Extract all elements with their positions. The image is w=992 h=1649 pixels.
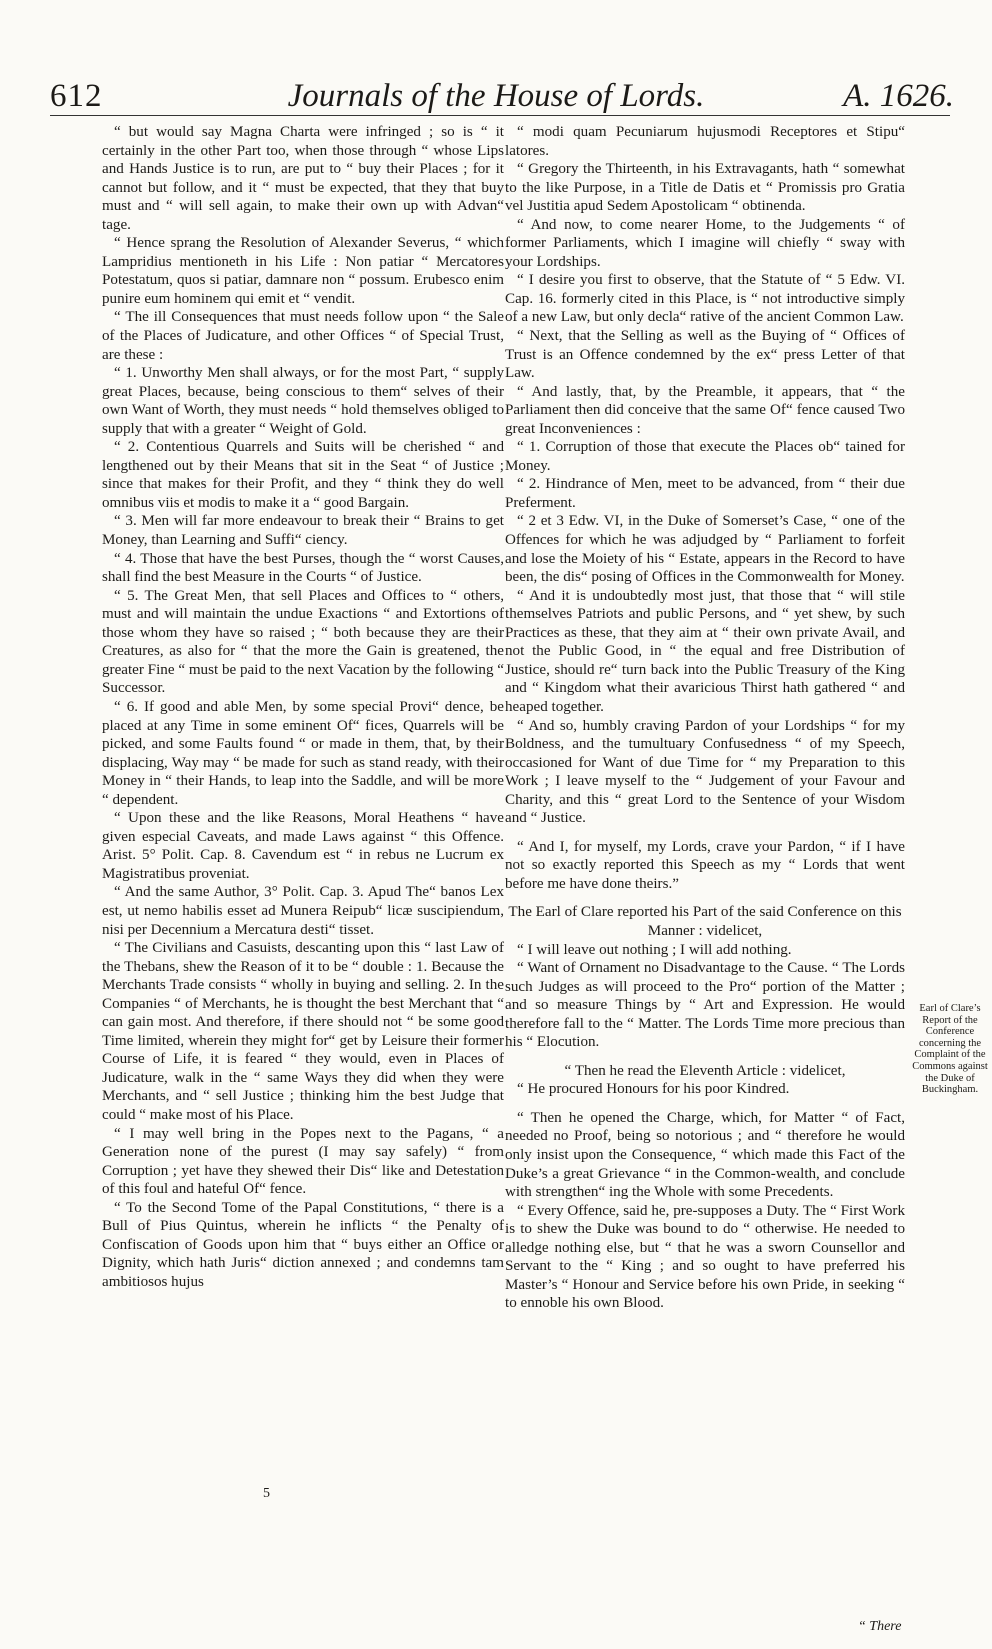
page-header <box>0 78 992 128</box>
right-paragraph: “ And lastly, that, by the Preamble, it appears, that “ the Parliament then did conceive that the same Of“ fence caused Two great Inconveniences : <box>505 383 905 437</box>
left-paragraph: “ The Civilians and Casuists, descanting upon this “ last Law of the Thebans, shew the Reason of it to be “ double : 1. Because the Merchants Trade consists “ wholly in buying and selling. 2. In the Companies “ of Merchants, he is thought the best Merchant that “ can gain most. And therefore, if there should not “ be some good Time limited, wherein they might for“ get by Leisure their former Course of Life, it is feared “ they would, even in Places of Judicature, walk in the “ same Ways they did when they were Merchants, and “ sell Justice ; thinking him the best Judge that could “ make most of his Place. <box>102 940 504 1123</box>
left-paragraph: “ I may well bring in the Popes next to the Pagans, “ a Generation none of the purest (I may say safely) “ from Corruption ; yet have they shewed their Dis“ like and Detestation of this foul and hateful Of“ fence. <box>102 1125 504 1198</box>
left-paragraph: “ 2. Contentious Quarrels and Suits will be cherished “ and lengthened out by their Means that sit in the Seat “ of Justice ; since that makes for their Profit, and they “ think they do well omnibus viis et modis to make it a “ good Bargain. <box>102 439 504 511</box>
eleventh-article-intro: “ Then he read the Eleventh Article : videlicet, <box>564 1062 846 1079</box>
left-paragraph: “ 3. Men will far more endeavour to break their “ Brains to get Money, than Learning and Suffi“ ciency. <box>102 513 504 549</box>
right-paragraph: “ 1. Corruption of those that execute the Places ob“ tained for Money. <box>505 439 905 474</box>
left-column <box>102 123 504 1291</box>
left-paragraph: “ Upon these and the like Reasons, Moral Heathens “ have given especial Caveats, and made Laws against “ this Offence. Arist. 5° Polit. Cap. 8. Cavendum est “ in rebus ne Lucrum ex Magistratibus proveniat. <box>102 810 504 882</box>
clare-heading: The Earl of Clare reported his Part of the said Conference on this Manner : videlicet, <box>508 904 902 939</box>
clare-paragraph: “ Want of Ornament no Disadvantage to the Cause. “ The Lords such Judges as will proceed to the Pro“ portion of the Matter ; and so measure Things by “ Art and Expression. He would therefore fall to the “ Matter. The Lords Time more precious than his “ Elocution. <box>505 960 905 1051</box>
eleventh-article-text: “ He procured Honours for his poor Kindred. <box>517 1081 790 1098</box>
right-paragraph: “ 2. Hindrance of Men, meet to be advanced, from “ their due Preferment. <box>505 476 905 511</box>
final-paragraph: “ Then he opened the Charge, which, for Matter “ of Fact, needed no Proof, being so notorious ; and “ therefore he would only insist upon the Consequence, “ which made this Fact of the Duke’s a great Grievance “ in the Common-wealth, and conclude with strengthen“ ing the Whole with some Precedents. <box>505 1109 905 1201</box>
final-paragraph: “ Every Offence, said he, pre-supposes a Duty. The “ First Work is to shew the Duke was bound to do “ otherwise. He needed to alledge nothing else, but “ that he was a sworn Counsellor and Servant to the “ King ; and so ought to have preferred his Master’s “ Honour and Service before his own Pride, in seeking “ to ennoble his own Blood. <box>505 1202 905 1312</box>
right-paragraph: “ Gregory the Thirteenth, in his Extravagants, hath “ somewhat to the like Purpose, in a Title de Datis et “ Promissis pro Gratia vel Justitia apud Sedem Apostolicam “ obtinenda. <box>505 161 905 215</box>
left-paragraph: “ but would say Magna Charta were infringed ; so is “ it certainly in the other Part too, when those through “ whose Lips and Hands Justice is to run, are put to “ buy their Places ; for it cannot but follow, and it “ must be expected, that they that buy must and “ will sell again, to make their own up with Advan“ tage. <box>102 124 504 233</box>
closing-quote: “ And I, for myself, my Lords, crave your Pardon, “ if I have not so exactly reported this Speech as my “ Lords that went before me have done theirs.” <box>505 838 905 892</box>
left-paragraph: “ Hence sprang the Resolution of Alexander Severus, “ which Lampridius mentioneth in his Life : Non patiar “ Mercatores Potestatum, quos si patiar, damnare non “ possum. Erubesco enim punire eum hominem qui emit et “ vendit. <box>102 235 504 307</box>
year-heading: A. 1626. <box>843 78 954 114</box>
signature-mark: 5 <box>263 1486 270 1501</box>
header-rule <box>50 115 950 116</box>
margin-note: Earl of Clare’s Report of the Conference concerning the Complaint of the Commons against the Duke of Buckingham. <box>912 1003 988 1096</box>
right-paragraph: “ And it is undoubtedly most just, that those that “ will stile themselves Patriots and public Persons, and “ yet shew, by such Practices as these, that they aim at “ their own private Avail, and not the Public Good, in “ the equal and free Distribution of Justice, should re“ turn back into the Public Treasury of the King and “ Kingdom what their avaricious Thirst hath gathered “ and heaped together. <box>505 587 905 715</box>
clare-paragraph: “ I will leave out nothing ; I will add nothing. <box>517 941 792 958</box>
left-paragraph: “ The ill Consequences that must needs follow upon “ the Sale of the Places of Judicature, and other Offices “ of Special Trust, are these : <box>102 309 504 363</box>
right-paragraph: “ modi quam Pecuniarum hujusmodi Receptores et Stipu“ latores. <box>505 124 905 159</box>
running-title: Journals of the House of Lords. <box>287 78 705 114</box>
right-column <box>505 123 905 1313</box>
left-paragraph: “ To the Second Tome of the Papal Constitutions, “ there is a Bull of Pius Quintus, wherein he inflicts “ the Penalty of Confiscation of Goods upon him that “ buys either an Office or Dignity, which hath Juris“ diction annexed ; and condemns tam ambitiosos hujus <box>102 1199 504 1290</box>
right-paragraph: “ Next, that the Selling as well as the Buying of “ Offices of Trust is an Offence condemned by the ex“ press Letter of that Law. <box>505 328 905 382</box>
left-paragraph: “ 5. The Great Men, that sell Places and Offices to “ others, must and will maintain the undue Exactions “ and Extortions of those whom they have so raised ; “ both because they are their Creatures, as also for “ that the more the Gain is greatened, the greater Fine “ must be paid to the next Vacation by the following “ Successor. <box>102 587 504 697</box>
right-paragraph: “ I desire you first to observe, that the Statute of “ 5 Edw. VI. Cap. 16. formerly cited in this Place, is “ not introductive simply of a new Law, but only decla“ rative of the ancient Common Law. <box>505 272 905 326</box>
page-number: 612 <box>50 78 103 114</box>
catchword: “ There <box>858 1619 902 1634</box>
left-paragraph: “ And the same Author, 3° Polit. Cap. 3. Apud The“ banos Lex est, ut nemo habilis esset ad Munera Reipub“ licæ suscipiendum, nisi per Decennium a Mercatura desti“ tisset. <box>102 884 504 938</box>
left-paragraph: “ 1. Unworthy Men shall always, or for the most Part, “ supply great Places, because, being conscious to them“ selves of their own Want of Worth, they must needs “ hold themselves obliged to supply that with a greater “ Weight of Gold. <box>102 365 504 437</box>
right-paragraph: “ And now, to come nearer Home, to the Judgements “ of former Parliaments, which I imagine will chiefly “ sway with your Lordships. <box>505 216 905 270</box>
right-paragraph: “ And so, humbly craving Pardon of your Lordships “ for my Boldness, and the tumultuary Confusedness “ of my Speech, occasioned for Want of due Time for “ my Preparation to this Work ; I leave myself to the “ Judgement of your Favour and Charity, and this “ great Lord to the Sentence of your Wisdom and “ Justice. <box>505 717 905 827</box>
right-paragraph: “ 2 et 3 Edw. VI, in the Duke of Somerset’s Case, “ one of the Offences for which he was adjudged by “ Parliament to forfeit and lose the Moiety of his “ Estate, appears in the Record to have been, the dis“ posing of Offices in the Commonwealth for Money. <box>505 513 905 586</box>
left-paragraph: “ 4. Those that have the best Purses, though the “ worst Causes, shall find the best Measure in the Courts “ of Justice. <box>102 550 504 586</box>
left-paragraph: “ 6. If good and able Men, by some special Provi“ dence, be placed at any Time in some eminent Of“ fices, Quarrels will be picked, and some Faults found “ or made in them, that, by their displacing, Way may “ be made for such as stand ready, with their Money in “ their Hands, to leap into the Saddle, and will be more “ dependent. <box>102 698 504 808</box>
